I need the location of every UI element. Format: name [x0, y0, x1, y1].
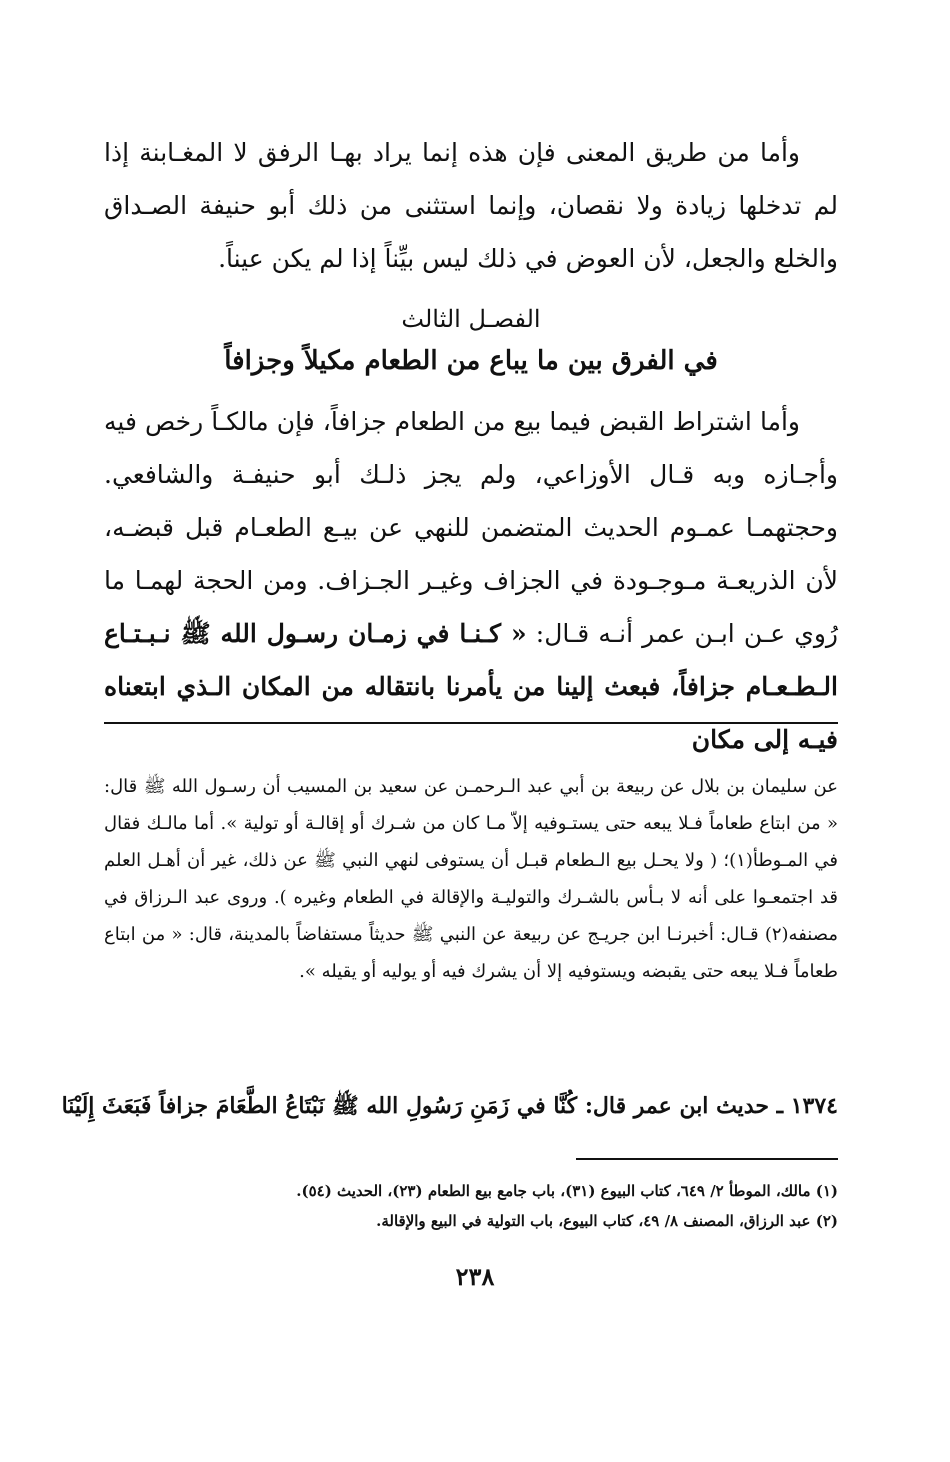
chapter-heading: الفصـل الثالث	[401, 305, 541, 333]
paragraph-2-text: وأما اشتراط القبض فيما بيع من الطعام جزافاً، فإن مالكـاً رخص فيه وأجـازه وبه قـال الأوزاعي، ولم يجز ذلـك أبو حنيفـة والشافعي. وحجتهمـا عمـوم الحديث المتضمن للنهي عن بيـع الطعـام قبل قبضـه، لأن الذريعـة مـوجـودة في الجزاف وغيـر الجـزاف. ومن الحجة لهمـا ما رُوي عـن ابـن عمر أنـه قـال:	[104, 407, 838, 648]
hadith-heading: ١٣٧٤ ـ حديث ابن عمر قال: كُنَّا في زَمَنِ رَسُولِ الله ﷺ نَبْتَاعُ الطَّعَامَ جزافاً فَبَعَثَ إِلَيْنَا	[61, 1093, 838, 1119]
footnote-1: (١) مالك، الموطأ ٢/ ٦٤٩، كتاب البيوع (٣١)، باب جامع بيع الطعام (٢٣)، الحديث (٥٤).	[296, 1182, 838, 1200]
footnote-2: (٢) عبد الرزاق، المصنف ٨/ ٤٩، كتاب البيوع، باب التولية في البيع والإقالة.	[376, 1212, 838, 1230]
footnotes-divider	[576, 1158, 838, 1160]
paragraph-2	[104, 395, 838, 766]
main-text-block	[104, 126, 838, 766]
commentary-block	[104, 768, 838, 990]
paragraph-1: وأما من طريق المعنى فإن هذه إنما يراد بهـا الرفق لا المغـابنة إذا لم تدخلها زيادة ولا نقصان، وإنما استثنى من ذلك أبو حنيفة الصـداق والخلع والجعل، لأن العوض في ذلك ليس بيِّناً إذا لم يكن عيناً.	[104, 138, 838, 273]
main-text-divider	[104, 722, 838, 724]
footnotes-block	[104, 1176, 838, 1236]
paragraph-2-quote: « كـنـا في زمـان رسـول الله ﷺ نـبـتـاع الـطـعـام جزافاً، فبعث إلينا من يأمرنا بانتقاله من المكان الـذي ابتعناه فيـه إلى مكان	[104, 619, 838, 754]
chapter-title: في الفرق بين ما يباع من الطعام مكيلاً وجزافاً	[224, 346, 718, 376]
commentary-text: عن سليمان بن بلال عن ربيعة بن أبي عبد الـرحمـن عن سعيد بن المسيب أن رسـول الله ﷺ قال: « من ابتاع طعاماً فـلا يبعه حتى يستـوفيه إلاّ مـا كان من شـرك أو إقالـة أو تولية ». أما مالـك فقال في المـوطأ(١)؛ ( ولا يحـل بيع الـطعام قبـل أن يستوفى لنهي النبي ﷺ عن ذلك، غير أن أهـل العلم قد اجتمعـوا على أنه لا بـأس بالشـرك والتوليـة والإقالة في الطعام وغيره ). وروى عبد الـرزاق في مصنفه(٢) قـال: أخبرنـا ابن جريـج عن ربيعة عن النبي ﷺ حديثاً مستفاضاً بالمدينة، قال: « من ابتاع طعاماً فـلا يبعه حتى يقبضه ويستوفيه إلا أن يشرك فيه أو يوليه أو يقيله ».	[104, 776, 838, 982]
page-number: ٢٣٨	[455, 1262, 495, 1291]
